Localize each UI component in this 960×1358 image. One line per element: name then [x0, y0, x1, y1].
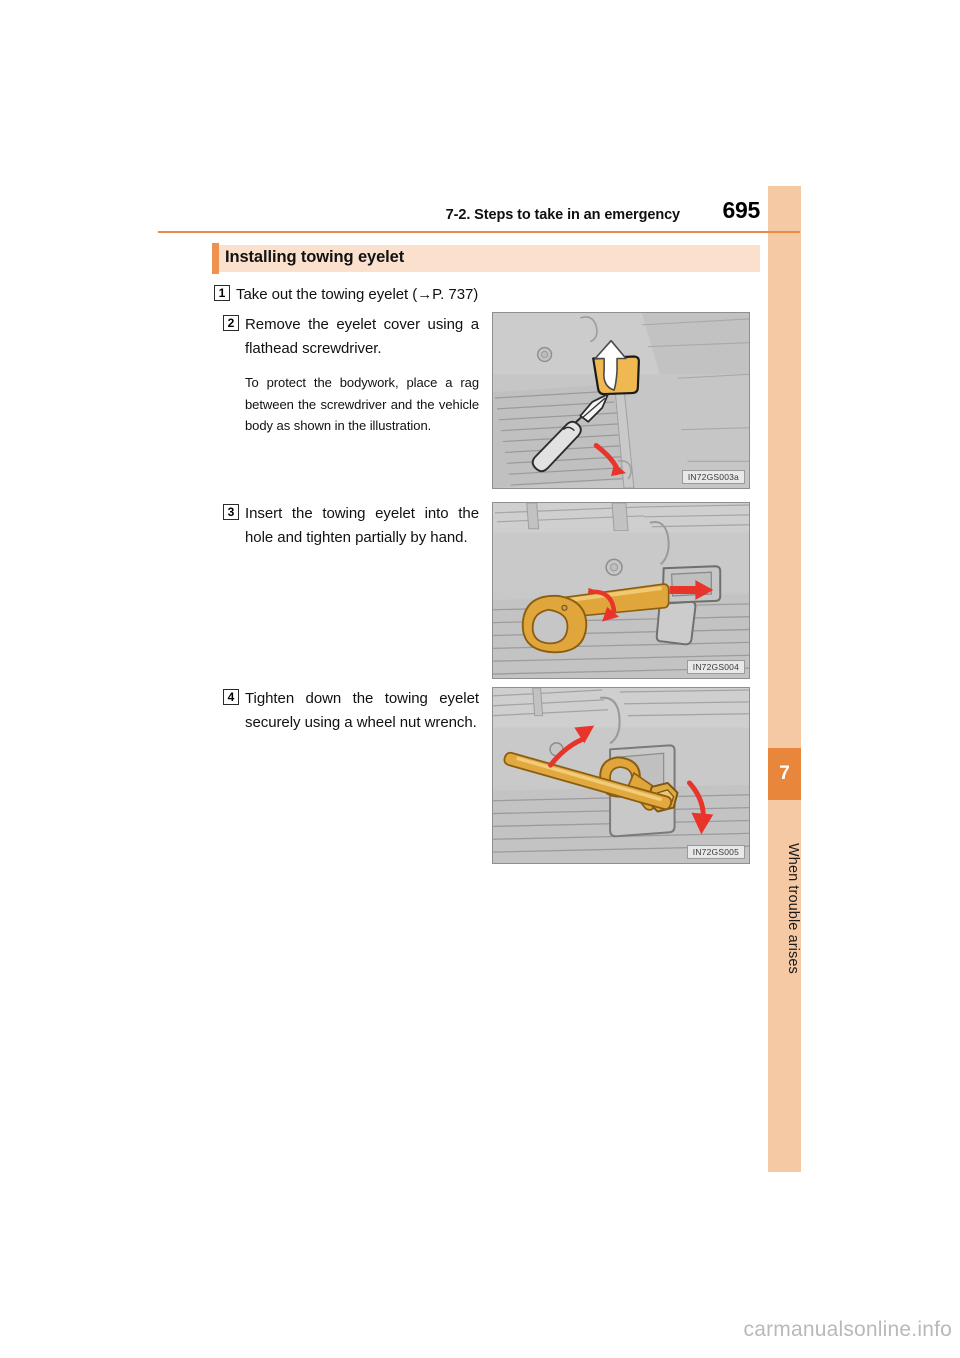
step-text-4: Tighten down the towing eyelet securely using a wheel nut wrench. — [245, 690, 479, 731]
figure-code-2: IN72GS004 — [687, 660, 745, 674]
running-head-title: 7-2. Steps to take in an emergency — [445, 207, 680, 223]
step-number-1: 1 — [214, 285, 230, 301]
page-title: Installing towing eyelet — [225, 248, 405, 266]
chapter-number: 7 — [779, 763, 790, 784]
step-number-3: 3 — [223, 504, 239, 520]
step-number-2: 2 — [223, 315, 239, 331]
step-text-3: Insert the towing eyelet into the hole and tighten partially by hand. — [245, 505, 479, 546]
chapter-label: When trouble arises — [785, 842, 801, 974]
chapter-tab-column — [768, 186, 801, 1172]
figure-code-3: IN72GS005 — [687, 845, 745, 859]
step-number-4: 4 — [223, 689, 239, 705]
site-watermark: carmanualsonline.info — [743, 1318, 952, 1341]
step-note-2: To protect the bodywork, place a rag between the screwdriver and the vehicle body as shown in the illustration. — [245, 375, 479, 433]
section-heading-accent — [212, 243, 219, 274]
figure-code-1: IN72GS003a — [682, 470, 745, 484]
step-text-2: Remove the eyelet cover using a flathead screwdriver. — [245, 316, 479, 357]
header-rule — [158, 231, 800, 233]
figure-eyelet-cover-removal — [492, 312, 750, 489]
figure-eyelet-tightening — [492, 687, 750, 864]
step-text-1: Take out the towing eyelet (→P. 737) — [236, 286, 479, 303]
page-number: 695 — [722, 197, 760, 223]
figure-eyelet-insertion — [492, 502, 750, 679]
